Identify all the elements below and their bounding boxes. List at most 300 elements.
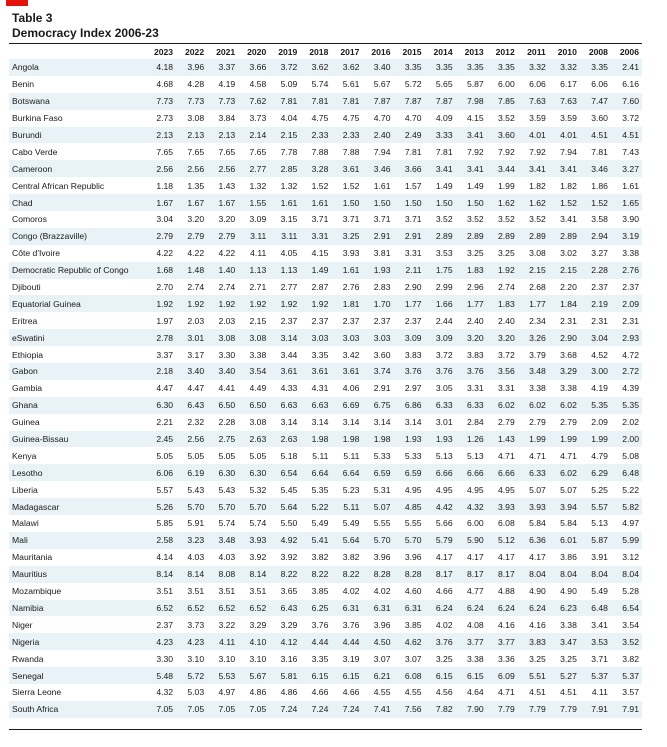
table-row	[9, 295, 642, 312]
index-score-cell: 7.88	[300, 143, 331, 160]
index-score-cell: 2.70	[145, 279, 176, 296]
index-score-cell: 5.33	[362, 447, 393, 464]
index-score-cell: 2.13	[145, 127, 176, 144]
index-score-cell: 8.14	[238, 566, 269, 583]
year-column-header: 2008	[580, 44, 611, 59]
index-score-cell: 2.56	[176, 431, 207, 448]
index-score-cell: 2.75	[207, 431, 238, 448]
index-score-cell: 3.96	[362, 616, 393, 633]
index-score-cell: 2.18	[145, 363, 176, 380]
index-score-cell: 5.53	[207, 667, 238, 684]
index-score-cell: 1.77	[456, 295, 487, 312]
index-score-cell: 3.01	[176, 329, 207, 346]
table-row	[9, 93, 642, 110]
index-score-cell: 1.61	[611, 177, 642, 194]
index-score-cell: 2.89	[456, 228, 487, 245]
index-score-cell: 6.63	[269, 397, 300, 414]
index-score-cell: 2.40	[456, 312, 487, 329]
index-score-cell: 3.61	[331, 363, 362, 380]
index-score-cell: 7.81	[394, 143, 425, 160]
index-score-cell: 3.09	[425, 329, 456, 346]
index-score-cell: 1.40	[207, 262, 238, 279]
country-name: Equatorial Guinea	[9, 295, 145, 312]
index-score-cell: 2.97	[394, 380, 425, 397]
country-name: Angola	[9, 59, 145, 76]
year-column-header: 2012	[487, 44, 518, 59]
index-score-cell: 3.56	[487, 363, 518, 380]
index-score-cell: 5.50	[269, 515, 300, 532]
index-score-cell: 1.50	[331, 194, 362, 211]
index-score-cell: 5.55	[362, 515, 393, 532]
index-score-cell: 1.61	[269, 194, 300, 211]
index-score-cell: 3.83	[394, 346, 425, 363]
index-score-cell: 5.74	[300, 76, 331, 93]
index-score-cell: 5.49	[580, 583, 611, 600]
index-score-cell: 2.03	[176, 312, 207, 329]
country-name: Mauritania	[9, 549, 145, 566]
index-score-cell: 2.90	[394, 279, 425, 296]
index-score-cell: 4.08	[456, 616, 487, 633]
index-score-cell: 3.07	[394, 650, 425, 667]
index-score-cell: 1.98	[331, 431, 362, 448]
table-row	[9, 532, 642, 549]
index-score-cell: 3.01	[425, 414, 456, 431]
index-score-cell: 3.46	[362, 160, 393, 177]
index-score-cell: 3.61	[300, 363, 331, 380]
index-score-cell: 3.41	[580, 616, 611, 633]
index-score-cell: 2.09	[580, 414, 611, 431]
index-score-cell: 8.28	[394, 566, 425, 583]
table-bottom-rule	[9, 729, 642, 730]
index-score-cell: 5.84	[549, 515, 580, 532]
table-row	[9, 616, 642, 633]
table-row	[9, 650, 642, 667]
index-score-cell: 4.16	[518, 616, 549, 633]
year-column-header: 2014	[425, 44, 456, 59]
index-score-cell: 6.08	[394, 667, 425, 684]
index-score-cell: 5.66	[425, 515, 456, 532]
index-score-cell: 8.04	[580, 566, 611, 583]
index-score-cell: 3.53	[425, 245, 456, 262]
index-score-cell: 8.17	[456, 566, 487, 583]
index-score-cell: 3.81	[362, 245, 393, 262]
index-score-cell: 2.32	[176, 414, 207, 431]
index-score-cell: 1.92	[300, 295, 331, 312]
index-score-cell: 5.22	[611, 481, 642, 498]
index-score-cell: 4.68	[145, 76, 176, 93]
index-score-cell: 2.41	[611, 59, 642, 76]
index-score-cell: 8.17	[487, 566, 518, 583]
index-score-cell: 2.37	[611, 279, 642, 296]
index-score-cell: 3.27	[611, 160, 642, 177]
index-score-cell: 3.17	[176, 346, 207, 363]
index-score-cell: 3.14	[269, 329, 300, 346]
index-score-cell: 3.82	[331, 549, 362, 566]
index-score-cell: 5.84	[518, 515, 549, 532]
index-score-cell: 4.51	[518, 684, 549, 701]
year-column-header: 2016	[362, 44, 393, 59]
index-score-cell: 6.01	[549, 532, 580, 549]
index-score-cell: 4.17	[518, 549, 549, 566]
index-score-cell: 4.72	[611, 346, 642, 363]
index-score-cell: 4.17	[425, 549, 456, 566]
index-score-cell: 6.06	[518, 76, 549, 93]
index-score-cell: 6.31	[331, 600, 362, 617]
index-score-cell: 6.15	[331, 667, 362, 684]
index-score-cell: 6.30	[145, 397, 176, 414]
index-score-cell: 1.93	[394, 431, 425, 448]
index-score-cell: 8.04	[518, 566, 549, 583]
index-score-cell: 3.40	[362, 59, 393, 76]
index-score-cell: 4.32	[145, 684, 176, 701]
index-score-cell: 5.82	[611, 498, 642, 515]
index-score-cell: 1.92	[207, 295, 238, 312]
index-score-cell: 3.41	[549, 160, 580, 177]
index-score-cell: 4.95	[487, 481, 518, 498]
index-score-cell: 3.51	[145, 583, 176, 600]
index-score-cell: 5.74	[207, 515, 238, 532]
index-score-cell: 3.31	[456, 380, 487, 397]
index-score-cell: 1.82	[518, 177, 549, 194]
index-score-cell: 4.90	[518, 583, 549, 600]
index-score-cell: 7.87	[362, 93, 393, 110]
table-row	[9, 110, 642, 127]
country-name: Chad	[9, 194, 145, 211]
index-score-cell: 3.42	[331, 346, 362, 363]
index-score-cell: 3.11	[238, 228, 269, 245]
index-score-cell: 7.92	[456, 143, 487, 160]
index-score-cell: 5.55	[394, 515, 425, 532]
index-score-cell: 1.70	[362, 295, 393, 312]
index-score-cell: 8.17	[425, 566, 456, 583]
table-row	[9, 228, 642, 245]
country-name: Gambia	[9, 380, 145, 397]
index-score-cell: 5.57	[145, 481, 176, 498]
index-score-cell: 3.72	[425, 346, 456, 363]
country-name: Mauritius	[9, 566, 145, 583]
index-score-cell: 2.73	[145, 110, 176, 127]
index-score-cell: 4.01	[518, 127, 549, 144]
index-score-cell: 5.49	[300, 515, 331, 532]
index-score-cell: 7.85	[487, 93, 518, 110]
index-score-cell: 1.26	[456, 431, 487, 448]
index-score-cell: 4.09	[425, 110, 456, 127]
index-score-cell: 3.11	[269, 228, 300, 245]
index-score-cell: 2.72	[611, 363, 642, 380]
table-row	[9, 194, 642, 211]
index-score-cell: 3.96	[394, 549, 425, 566]
index-score-cell: 1.49	[300, 262, 331, 279]
index-score-cell: 3.03	[331, 329, 362, 346]
index-score-cell: 7.63	[549, 93, 580, 110]
index-score-cell: 7.81	[300, 93, 331, 110]
index-score-cell: 3.20	[487, 329, 518, 346]
index-score-cell: 4.97	[207, 684, 238, 701]
index-score-cell: 1.77	[518, 295, 549, 312]
index-score-cell: 3.62	[300, 59, 331, 76]
index-score-cell: 2.68	[518, 279, 549, 296]
table-row	[9, 498, 642, 515]
index-score-cell: 4.22	[207, 245, 238, 262]
index-score-cell: 3.08	[238, 329, 269, 346]
table-row	[9, 76, 642, 93]
index-score-cell: 6.24	[456, 600, 487, 617]
index-score-cell: 2.00	[611, 431, 642, 448]
index-score-cell: 3.82	[300, 549, 331, 566]
index-score-cell: 3.74	[362, 363, 393, 380]
index-score-cell: 5.27	[549, 667, 580, 684]
index-score-cell: 1.35	[176, 177, 207, 194]
index-score-cell: 7.43	[611, 143, 642, 160]
index-score-cell: 3.54	[611, 616, 642, 633]
index-score-cell: 3.85	[394, 616, 425, 633]
index-score-cell: 8.22	[269, 566, 300, 583]
index-score-cell: 3.86	[549, 549, 580, 566]
index-score-cell: 2.74	[207, 279, 238, 296]
year-column-header: 2006	[611, 44, 642, 59]
index-score-cell: 3.83	[456, 346, 487, 363]
index-score-cell: 2.49	[394, 127, 425, 144]
index-score-cell: 6.08	[487, 515, 518, 532]
index-score-cell: 6.16	[611, 76, 642, 93]
index-score-cell: 5.05	[176, 447, 207, 464]
table-row	[9, 380, 642, 397]
country-column-header	[9, 44, 145, 59]
index-score-cell: 6.24	[487, 600, 518, 617]
index-score-cell: 7.05	[238, 701, 269, 718]
index-score-cell: 4.42	[425, 498, 456, 515]
index-score-cell: 4.15	[456, 110, 487, 127]
index-score-cell: 2.77	[269, 279, 300, 296]
index-score-cell: 5.07	[549, 481, 580, 498]
index-score-cell: 3.62	[331, 59, 362, 76]
index-score-cell: 6.50	[207, 397, 238, 414]
index-score-cell: 6.09	[487, 667, 518, 684]
country-name: Malawi	[9, 515, 145, 532]
index-score-cell: 2.13	[176, 127, 207, 144]
country-name: Guinea	[9, 414, 145, 431]
index-score-cell: 6.24	[518, 600, 549, 617]
index-score-cell: 6.21	[362, 667, 393, 684]
index-score-cell: 1.92	[487, 262, 518, 279]
index-score-cell: 4.62	[394, 633, 425, 650]
index-score-cell: 4.03	[176, 549, 207, 566]
country-name: Madagascar	[9, 498, 145, 515]
index-score-cell: 3.51	[207, 583, 238, 600]
year-column-header: 2018	[300, 44, 331, 59]
index-score-cell: 1.92	[238, 295, 269, 312]
index-score-cell: 3.32	[549, 59, 580, 76]
index-score-cell: 5.57	[580, 498, 611, 515]
index-score-cell: 4.64	[456, 684, 487, 701]
index-score-cell: 2.85	[269, 160, 300, 177]
index-score-cell: 1.99	[487, 177, 518, 194]
index-score-cell: 5.99	[611, 532, 642, 549]
index-score-cell: 4.28	[176, 76, 207, 93]
index-score-cell: 8.22	[300, 566, 331, 583]
index-score-cell: 7.41	[362, 701, 393, 718]
index-score-cell: 7.24	[331, 701, 362, 718]
index-score-cell: 5.28	[611, 583, 642, 600]
index-score-cell: 3.00	[580, 363, 611, 380]
index-score-cell: 6.52	[145, 600, 176, 617]
index-score-cell: 1.57	[394, 177, 425, 194]
index-score-cell: 3.20	[207, 211, 238, 228]
index-score-cell: 3.54	[238, 363, 269, 380]
index-score-cell: 1.49	[456, 177, 487, 194]
index-score-cell: 3.35	[456, 59, 487, 76]
index-score-cell: 2.89	[487, 228, 518, 245]
index-score-cell: 7.05	[207, 701, 238, 718]
index-score-cell: 6.66	[425, 464, 456, 481]
index-score-cell: 3.08	[238, 414, 269, 431]
table-row	[9, 363, 642, 380]
index-score-cell: 3.52	[456, 211, 487, 228]
index-score-cell: 6.31	[394, 600, 425, 617]
country-name: Burkina Faso	[9, 110, 145, 127]
index-score-cell: 5.70	[176, 498, 207, 515]
index-score-cell: 7.81	[425, 143, 456, 160]
index-score-cell: 3.76	[425, 363, 456, 380]
index-score-cell: 5.85	[145, 515, 176, 532]
index-score-cell: 4.55	[394, 684, 425, 701]
index-score-cell: 5.12	[487, 532, 518, 549]
index-score-cell: 3.76	[425, 633, 456, 650]
country-name: Democratic Republic of Congo	[9, 262, 145, 279]
index-score-cell: 2.91	[362, 380, 393, 397]
index-score-cell: 4.95	[425, 481, 456, 498]
country-name: Burundi	[9, 127, 145, 144]
index-score-cell: 3.25	[518, 650, 549, 667]
index-score-cell: 3.96	[176, 59, 207, 76]
index-score-cell: 8.04	[611, 566, 642, 583]
index-score-cell: 3.38	[518, 380, 549, 397]
index-score-cell: 4.49	[238, 380, 269, 397]
index-score-cell: 5.11	[300, 447, 331, 464]
index-score-cell: 2.74	[487, 279, 518, 296]
index-score-cell: 4.75	[331, 110, 362, 127]
index-score-cell: 2.21	[145, 414, 176, 431]
index-score-cell: 4.56	[425, 684, 456, 701]
index-score-cell: 7.92	[487, 143, 518, 160]
index-score-cell: 7.73	[145, 93, 176, 110]
index-score-cell: 1.32	[269, 177, 300, 194]
index-score-cell: 7.79	[549, 701, 580, 718]
table-row	[9, 515, 642, 532]
index-score-cell: 7.98	[456, 93, 487, 110]
index-score-cell: 3.65	[269, 583, 300, 600]
index-score-cell: 5.43	[176, 481, 207, 498]
index-score-cell: 3.31	[394, 245, 425, 262]
brand-accent-bar	[6, 0, 28, 6]
country-name: Congo (Brazzaville)	[9, 228, 145, 245]
year-column-header: 2017	[331, 44, 362, 59]
index-score-cell: 1.61	[300, 194, 331, 211]
index-score-cell: 5.07	[362, 498, 393, 515]
table-body	[9, 59, 642, 718]
table-row	[9, 566, 642, 583]
index-score-cell: 3.38	[611, 245, 642, 262]
index-score-cell: 5.18	[269, 447, 300, 464]
index-score-cell: 3.76	[300, 616, 331, 633]
index-score-cell: 7.81	[580, 143, 611, 160]
index-score-cell: 5.70	[362, 532, 393, 549]
index-score-cell: 5.90	[456, 532, 487, 549]
index-score-cell: 4.17	[456, 549, 487, 566]
index-score-cell: 6.54	[269, 464, 300, 481]
index-score-cell: 6.52	[238, 600, 269, 617]
country-name: Ghana	[9, 397, 145, 414]
index-score-cell: 3.85	[300, 583, 331, 600]
index-score-cell: 3.71	[394, 211, 425, 228]
index-score-cell: 4.70	[362, 110, 393, 127]
index-score-cell: 5.11	[331, 447, 362, 464]
index-score-cell: 3.35	[300, 346, 331, 363]
index-score-cell: 4.02	[362, 583, 393, 600]
country-name: Guinea-Bissau	[9, 431, 145, 448]
index-score-cell: 2.90	[549, 329, 580, 346]
index-score-cell: 6.69	[331, 397, 362, 414]
index-score-cell: 1.84	[549, 295, 580, 312]
table-row	[9, 59, 642, 76]
index-score-cell: 3.66	[394, 160, 425, 177]
index-score-cell: 4.11	[238, 245, 269, 262]
index-score-cell: 1.86	[580, 177, 611, 194]
index-score-cell: 4.31	[300, 380, 331, 397]
index-score-cell: 3.41	[425, 160, 456, 177]
index-score-cell: 4.19	[207, 76, 238, 93]
index-score-cell: 6.15	[456, 667, 487, 684]
index-score-cell: 4.22	[145, 245, 176, 262]
index-score-cell: 3.29	[549, 363, 580, 380]
index-score-cell: 8.08	[207, 566, 238, 583]
index-score-cell: 4.18	[145, 59, 176, 76]
index-score-cell: 1.48	[176, 262, 207, 279]
index-score-cell: 3.79	[518, 346, 549, 363]
country-name: Mali	[9, 532, 145, 549]
index-score-cell: 3.25	[425, 650, 456, 667]
index-score-cell: 5.70	[238, 498, 269, 515]
index-score-cell: 3.60	[362, 346, 393, 363]
index-score-cell: 1.55	[238, 194, 269, 211]
index-score-cell: 2.15	[549, 262, 580, 279]
index-score-cell: 5.26	[145, 498, 176, 515]
index-score-cell: 2.78	[145, 329, 176, 346]
index-score-cell: 5.03	[176, 684, 207, 701]
index-score-cell: 4.47	[176, 380, 207, 397]
index-score-cell: 4.86	[269, 684, 300, 701]
index-score-cell: 4.11	[580, 684, 611, 701]
index-score-cell: 2.56	[207, 160, 238, 177]
index-score-cell: 1.62	[487, 194, 518, 211]
index-score-cell: 2.37	[331, 312, 362, 329]
index-score-cell: 3.72	[269, 59, 300, 76]
index-score-cell: 1.43	[207, 177, 238, 194]
index-score-cell: 3.37	[145, 346, 176, 363]
country-name: Rwanda	[9, 650, 145, 667]
index-score-cell: 3.51	[176, 583, 207, 600]
index-score-cell: 3.29	[238, 616, 269, 633]
index-score-cell: 1.75	[425, 262, 456, 279]
index-score-cell: 4.17	[487, 549, 518, 566]
index-score-cell: 1.65	[611, 194, 642, 211]
index-score-cell: 2.56	[176, 160, 207, 177]
index-score-cell: 4.66	[331, 684, 362, 701]
index-score-cell: 3.19	[611, 228, 642, 245]
index-score-cell: 7.65	[145, 143, 176, 160]
index-score-cell: 7.91	[580, 701, 611, 718]
index-score-cell: 3.31	[300, 228, 331, 245]
